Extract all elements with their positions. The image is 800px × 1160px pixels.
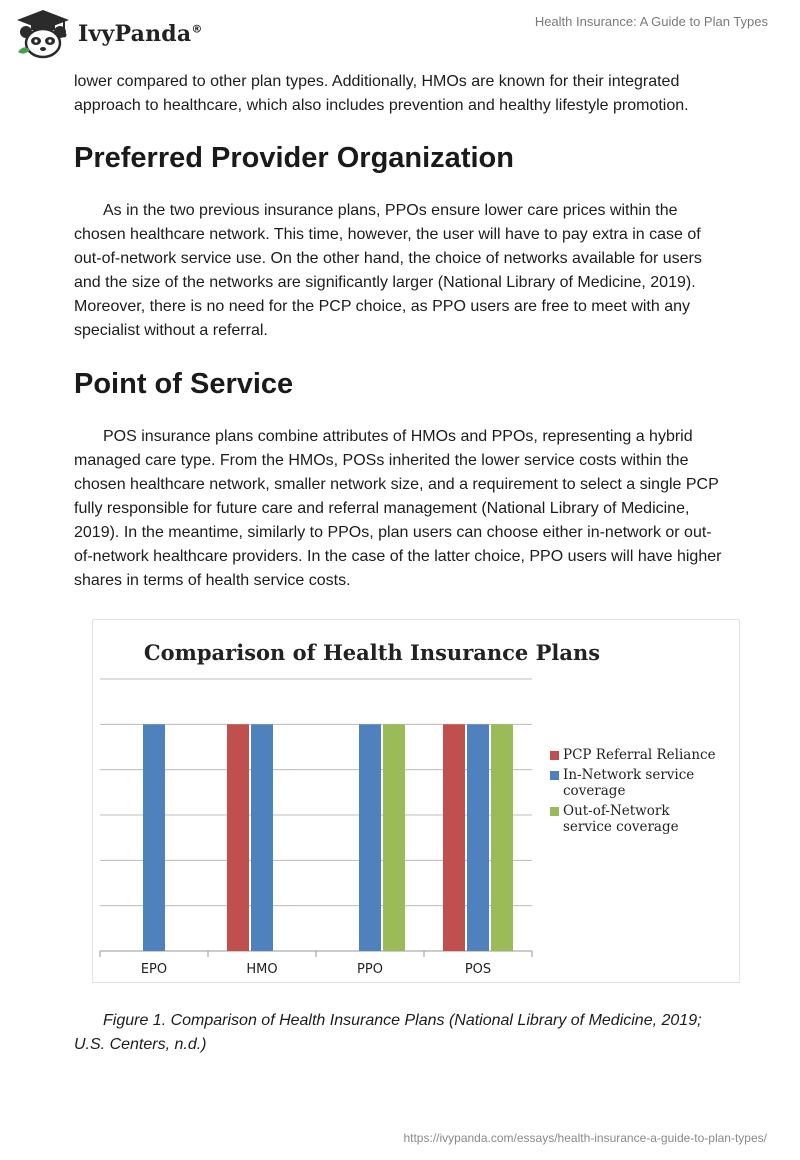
ppo-heading: Preferred Provider Organization — [74, 142, 514, 174]
ppo-paragraph: As in the two previous insurance plans, PPOs ensure lower care prices within the chosen healthcare network. This time, however, the user will have to pay extra in case of out-of-network service use. On the other hand, the choice of networks available for users and the size of the networks are significantly larger (National Library of Medicine, 2019). Moreover, there is no need for the PCP choice, as PPO users are free to meet with any specialist without a referral. — [74, 202, 702, 339]
comparison-chart — [92, 619, 740, 983]
document-title: Health Insurance: A Guide to Plan Types — [534, 14, 768, 29]
legend-label: service coverage — [563, 819, 679, 835]
brand-name: IvyPanda® — [78, 21, 203, 47]
legend-label: coverage — [563, 783, 626, 799]
bar-ppo-2 — [383, 724, 405, 951]
pos-heading: Point of Service — [74, 368, 294, 400]
legend-label: Out-of-Network — [563, 803, 670, 819]
intro-paragraph: lower compared to other plan types. Additionally, HMOs are known for their integrated approach to healthcare, which also includes prevention and healthy lifestyle promotion. — [74, 73, 689, 114]
bar-hmo-0 — [227, 724, 249, 951]
chart-border — [93, 620, 740, 983]
panda-graduate-icon — [14, 8, 72, 60]
chart-svg — [92, 619, 740, 983]
legend-swatch — [550, 771, 559, 780]
legend-swatch — [550, 807, 559, 816]
legend-label: In-Network service — [563, 767, 695, 783]
chart-title: Comparison of Health Insurance Plans — [143, 640, 601, 665]
pos-paragraph: POS insurance plans combine attributes of HMOs and PPOs, representing a hybrid managed care type. From the HMOs, POSs inherited the lower service costs within the chosen healthcare network, smaller network size, and a requirement to select a single PCP fully responsible for future care and referral management (National Library of Medicine, 2019). In the meantime, similarly to PPOs, plan users can choose either in-network or out-of-network healthcare providers. In the case of the latter choice, PPO users will have higher shares in terms of health service costs. — [74, 428, 722, 589]
footer-url[interactable]: https://ivypanda.com/essays/health-insurance-a-guide-to-plan-types/ — [403, 1131, 767, 1145]
bar-epo-1 — [143, 724, 165, 951]
legend-label: PCP Referral Reliance — [563, 747, 716, 763]
legend-swatch — [550, 751, 559, 760]
ivypanda-logo[interactable] — [14, 8, 203, 60]
x-tick-label: EPO — [140, 962, 168, 977]
x-tick-label: POS — [464, 962, 492, 977]
bar-pos-2 — [491, 724, 513, 951]
bar-pos-0 — [443, 724, 465, 951]
bar-pos-1 — [467, 724, 489, 951]
bar-hmo-1 — [251, 724, 273, 951]
figure-caption: Figure 1. Comparison of Health Insurance Plans (National Library of Medicine, 2019; U.S. Centers, n.d.) — [74, 1012, 702, 1053]
x-tick-label: PPO — [357, 962, 383, 977]
bar-ppo-1 — [359, 724, 381, 951]
page-header — [0, 0, 800, 70]
x-tick-label: HMO — [246, 962, 278, 977]
